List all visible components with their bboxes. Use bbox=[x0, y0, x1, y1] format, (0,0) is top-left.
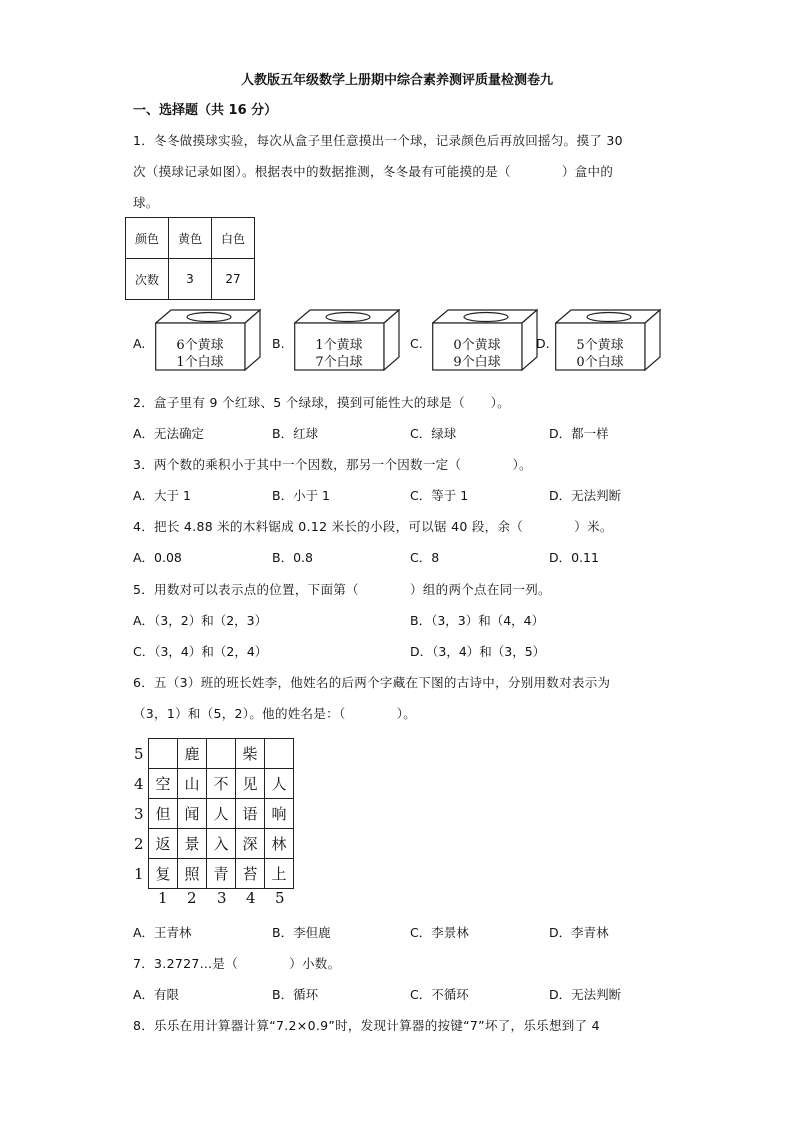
box-text-white: 7个白球 bbox=[315, 355, 363, 370]
question-5-text: 5．用数对可以表示点的位置，下面第（ ）组的两个点在同一列。 bbox=[133, 582, 551, 597]
question-4-text: 4．把长 4.88 米的木料锯成 0.12 米长的小段，可以锯 40 段，余（ ）米。 bbox=[133, 519, 613, 534]
q3-option-b[interactable]: B．小于 1 bbox=[272, 488, 331, 503]
option-d-label[interactable]: D. bbox=[536, 336, 550, 351]
grid-cell: 深 bbox=[236, 829, 265, 859]
grid-row-label: 3 bbox=[134, 805, 144, 823]
option-c-label[interactable]: C. bbox=[410, 336, 423, 351]
table-row bbox=[126, 259, 255, 300]
question-1-line-1: 1．冬冬做摸球实验，每次从盒子里任意摸出一个球，记录颜色后再放回摇匀。摸了 30 bbox=[133, 133, 623, 148]
grid-cell: 苔 bbox=[236, 859, 265, 889]
grid-cell bbox=[149, 739, 178, 769]
grid-col-label: 4 bbox=[246, 889, 256, 907]
q2-option-c[interactable]: C．绿球 bbox=[410, 426, 457, 441]
q5-option-b[interactable]: B．（3，3）和（4，4） bbox=[410, 613, 545, 628]
q6-option-a[interactable]: A．王青林 bbox=[133, 925, 192, 940]
grid-row bbox=[149, 829, 294, 859]
box-text-yellow: 1个黄球 bbox=[315, 338, 363, 353]
grid-cell: 柴 bbox=[236, 739, 265, 769]
grid-cell: 返 bbox=[149, 829, 178, 859]
box-option-a[interactable] bbox=[155, 309, 261, 371]
box-option-d[interactable] bbox=[555, 309, 661, 371]
table-cell: 次数 bbox=[126, 259, 169, 300]
grid-cell: 入 bbox=[207, 829, 236, 859]
grid-cell: 见 bbox=[236, 769, 265, 799]
q5-option-c[interactable]: C．（3，4）和（2，4） bbox=[133, 644, 268, 659]
q3-option-c[interactable]: C．等于 1 bbox=[410, 488, 469, 503]
grid-col-label: 5 bbox=[275, 889, 285, 907]
section-heading: 一、选择题（共 16 分） bbox=[133, 103, 278, 118]
grid-cell: 但 bbox=[149, 799, 178, 829]
box-option-b[interactable] bbox=[294, 309, 400, 371]
q3-option-d[interactable]: D．无法判断 bbox=[549, 488, 622, 503]
grid-cell: 闻 bbox=[178, 799, 207, 829]
box-text-white: 9个白球 bbox=[453, 355, 501, 370]
q6-option-c[interactable]: C．李景林 bbox=[410, 925, 469, 940]
grid-row-label: 1 bbox=[134, 865, 144, 883]
grid-cell: 人 bbox=[207, 799, 236, 829]
grid-row-label: 5 bbox=[134, 745, 144, 763]
box-text-yellow: 5个黄球 bbox=[576, 338, 624, 353]
grid-cell: 人 bbox=[265, 769, 294, 799]
q7-option-c[interactable]: C．不循环 bbox=[410, 987, 469, 1002]
grid-col-label: 1 bbox=[158, 889, 168, 907]
grid-cell: 林 bbox=[265, 829, 294, 859]
grid-row-label: 2 bbox=[134, 835, 144, 853]
grid-cell: 响 bbox=[265, 799, 294, 829]
q4-option-c[interactable]: C．8 bbox=[410, 550, 440, 565]
question-3-text: 3．两个数的乘积小于其中一个因数，那另一个因数一定（ ）。 bbox=[133, 457, 532, 472]
question-6-line-1: 6．五（3）班的班长姓李，他姓名的后两个字藏在下图的古诗中，分别用数对表示为 bbox=[133, 675, 611, 690]
ball-record-table bbox=[125, 217, 255, 300]
q5-option-a[interactable]: A．（3，2）和（2，3） bbox=[133, 613, 268, 628]
q2-option-a[interactable]: A．无法确定 bbox=[133, 426, 205, 441]
grid-cell: 山 bbox=[178, 769, 207, 799]
q6-option-d[interactable]: D．李青林 bbox=[549, 925, 609, 940]
option-a-label[interactable]: A. bbox=[133, 336, 146, 351]
box-text-yellow: 0个黄球 bbox=[453, 338, 501, 353]
q6-option-b[interactable]: B．李但鹿 bbox=[272, 925, 331, 940]
table-cell: 黄色 bbox=[169, 218, 212, 259]
question-2-text: 2．盒子里有 9 个红球、5 个绿球，摸到可能性大的球是（ ）。 bbox=[133, 395, 510, 410]
table-cell: 白色 bbox=[212, 218, 255, 259]
table-cell: 27 bbox=[212, 259, 255, 300]
grid-row bbox=[149, 769, 294, 799]
table-cell: 颜色 bbox=[126, 218, 169, 259]
grid-cell: 不 bbox=[207, 769, 236, 799]
question-7-text: 7．3.2727…是（ ）小数。 bbox=[133, 956, 341, 971]
grid-cell: 语 bbox=[236, 799, 265, 829]
grid-col-label: 2 bbox=[187, 889, 197, 907]
grid-cell: 青 bbox=[207, 859, 236, 889]
grid-col-label: 3 bbox=[217, 889, 227, 907]
box-option-c[interactable] bbox=[432, 309, 538, 371]
q4-option-a[interactable]: A．0.08 bbox=[133, 550, 182, 565]
grid-row bbox=[149, 859, 294, 889]
q7-option-b[interactable]: B．循环 bbox=[272, 987, 319, 1002]
page-title: 人教版五年级数学上册期中综合素养测评质量检测卷九 bbox=[240, 73, 553, 88]
table-row bbox=[126, 218, 255, 259]
q5-option-d[interactable]: D．（3，4）和（3，5） bbox=[410, 644, 546, 659]
option-b-label[interactable]: B. bbox=[272, 336, 285, 351]
table-cell: 3 bbox=[169, 259, 212, 300]
grid-cell: 照 bbox=[178, 859, 207, 889]
grid-row-label: 4 bbox=[134, 775, 144, 793]
q7-option-d[interactable]: D．无法判断 bbox=[549, 987, 622, 1002]
grid-cell: 空 bbox=[149, 769, 178, 799]
question-8-text: 8．乐乐在用计算器计算“7.2×0.9”时，发现计算器的按键“7”坏了，乐乐想到了 4 bbox=[133, 1018, 600, 1033]
q2-option-b[interactable]: B．红球 bbox=[272, 426, 319, 441]
q7-option-a[interactable]: A．有限 bbox=[133, 987, 180, 1002]
q3-option-a[interactable]: A．大于 1 bbox=[133, 488, 191, 503]
grid-cell: 复 bbox=[149, 859, 178, 889]
grid-cell: 上 bbox=[265, 859, 294, 889]
grid-cell: 景 bbox=[178, 829, 207, 859]
grid-row bbox=[149, 799, 294, 829]
box-text-white: 1个白球 bbox=[176, 355, 224, 370]
grid-row bbox=[149, 739, 294, 769]
box-text-white: 0个白球 bbox=[576, 355, 624, 370]
q2-option-d[interactable]: D．都一样 bbox=[549, 426, 609, 441]
grid-cell bbox=[207, 739, 236, 769]
box-text-yellow: 6个黄球 bbox=[176, 338, 224, 353]
question-1-line-3: 球。 bbox=[133, 195, 159, 210]
grid-cell bbox=[265, 739, 294, 769]
q4-option-d[interactable]: D．0.11 bbox=[549, 550, 599, 565]
grid-cell: 鹿 bbox=[178, 739, 207, 769]
question-1-line-2: 次（摸球记录如图）。根据表中的数据推测，冬冬最有可能摸的是（ ）盒中的 bbox=[133, 164, 614, 179]
poem-grid bbox=[148, 738, 294, 889]
question-6-line-2: （3，1）和（5，2）。他的姓名是：（ ）。 bbox=[133, 706, 417, 721]
q4-option-b[interactable]: B．0.8 bbox=[272, 550, 313, 565]
